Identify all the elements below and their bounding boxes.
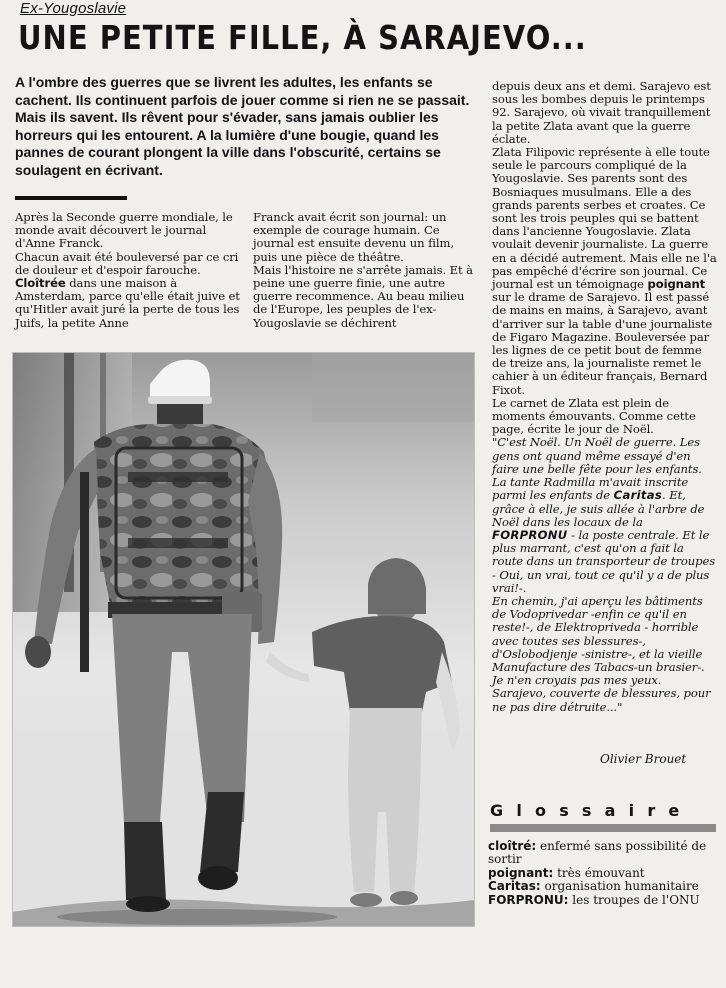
- glossary-entry: [488, 840, 716, 866]
- glossary-term-highlight: FORPRONU: [492, 527, 568, 542]
- glossary-term-highlight: Caritas: [613, 488, 663, 503]
- glossary-entry: [488, 880, 716, 893]
- paragraph: [492, 146, 718, 397]
- soldier-and-girl-photo: [12, 352, 475, 927]
- paragraph-text: sur le drame de Sarajevo. Il est passé de mains en mains, à Sarajevo, avant d'arriver sur la table d'une journaliste de Figaro Magazine. Bouleversée par les lignes de ce petit bout de femme de treize ans, la journaliste remet le cahier à un éditeur français, Bernard Fixot.: [492, 290, 713, 397]
- quote-text: "C'est Noël. Un Noël de guerre. Les gens ont quand même essayé d'en faire une belle fête pour les enfants. La tante Radmilla m'avait inscrite parmi les enfants de: [492, 435, 702, 503]
- article-title: UNE PETITE FILLE, À SARAJEVO...: [18, 18, 587, 58]
- article-lead: A l'ombre des guerres que se livrent les adultes, les enfants se cachent. Ils continuent parfois de jouer comme si rien ne se passait. Mais ils savent. Ils rêvent pour s'évader, sans jamais oublier les horreurs qui les entourent. A la lumière d'une bougie, quand les pannes de courant plongent la ville dans l'obscurité, certains se soulagent en écrivant.: [15, 74, 470, 178]
- glossary-entry: [488, 867, 716, 880]
- glossary-term: Caritas:: [488, 879, 541, 894]
- paragraph-text: dans une maison à Amsterdam, parce qu'elle était juive et qu'Hitler avait juré la perte de tous les Juifs, la petite Anne: [15, 276, 240, 330]
- lead-divider: [15, 196, 127, 200]
- paragraph-text: Chacun avait été bouleversé par ce cri de douleur et d'espoir farouche.: [15, 249, 239, 277]
- paragraph: Après la Seconde guerre mondiale, le monde avait découvert le journal d'Anne Franck.: [15, 210, 233, 251]
- glossary-definition: enfermé sans possibilité de sortir: [488, 839, 707, 866]
- text-column-3: [492, 80, 718, 714]
- glossary-definition: les troupes de l'ONU: [568, 893, 700, 908]
- glossary-term: poignant:: [488, 865, 554, 880]
- glossary-definition: très émouvant: [553, 865, 645, 880]
- text-column-1: [15, 211, 245, 330]
- glossary-term-highlight: poignant: [647, 277, 706, 292]
- glossary-entry: [488, 894, 716, 907]
- paragraph: Le carnet de Zlata est plein de moments émouvants. Comme cette page, écrite le jour de Noël.: [492, 395, 696, 437]
- article-photo: [12, 352, 475, 927]
- paragraph: Mais l'histoire ne s'arrête jamais. Et à peine une guerre finie, une autre guerre recommence. Au beau milieu de l'Europe, les peuples de l'ex-Yougoslavie se déchirent: [253, 262, 473, 330]
- paragraph: depuis deux ans et demi. Sarajevo est sous les bombes depuis le printemps 92. Sarajevo, où vivait tranquillement la petite Zlata avant que la guerre éclate.: [492, 79, 711, 146]
- quote-text: En chemin, j'ai aperçu les bâtiments de Vodoprivedar -enfin ce qu'il en reste!-, de Elektropriveda - horrible avec toutes ses blessures-, d'Oslobodjenje -sinistre-, et la vieille Manufacture des Tabacs-un brasier-. Je n'en croyais pas mes yeux. Sarajevo, couverte de blessures, pour ne pas dire détruite...": [492, 593, 711, 714]
- text-column-2: [253, 211, 475, 330]
- paragraph: Franck avait écrit son journal: un exemple de courage humain. Ce journal est ensuite devenu un film, puis une pièce de théâtre.: [253, 210, 454, 264]
- paragraph-text: Zlata Filipovic représente à elle toute seule le parcours compliqué de la Yougoslavie. Ses parents sont des Bosniaques musulmans. Elle a des grands parents serbes et croates. Ce sont les trois peuples qui se battent dans l'ancienne Yougoslavie. Zlata voulait devenir journaliste. La guerre en a décidé autrement. Mais elle ne l'a pas empêché d'écrire son journal. Ce journal est un témoignage: [492, 145, 717, 292]
- quote-text: - la poste centrale. Et le plus marrant, c'est qu'on a fait la route dans un transporteur de troupes - Oui, un vrai, tout ce qu'il y a de plus vrai!-.: [492, 527, 716, 595]
- glossary-divider: [490, 824, 716, 832]
- quote-text: . Et, grâce à elle, je suis allée à l'arbre de Noël dans les locaux de la: [492, 488, 705, 529]
- author-byline: Olivier Brouet: [600, 752, 687, 766]
- diary-quote: [492, 436, 718, 713]
- glossary-title: Glossaire: [490, 801, 693, 820]
- glossary-term: FORPRONU:: [488, 893, 569, 908]
- glossary-list: [488, 840, 716, 908]
- glossary-term: cloîtré:: [488, 839, 537, 853]
- section-kicker: Ex-Yougoslavie: [20, 0, 127, 17]
- paragraph: [15, 251, 245, 330]
- glossary-definition: organisation humanitaire: [540, 879, 699, 894]
- glossary-term-highlight: Cloîtrée: [15, 276, 66, 291]
